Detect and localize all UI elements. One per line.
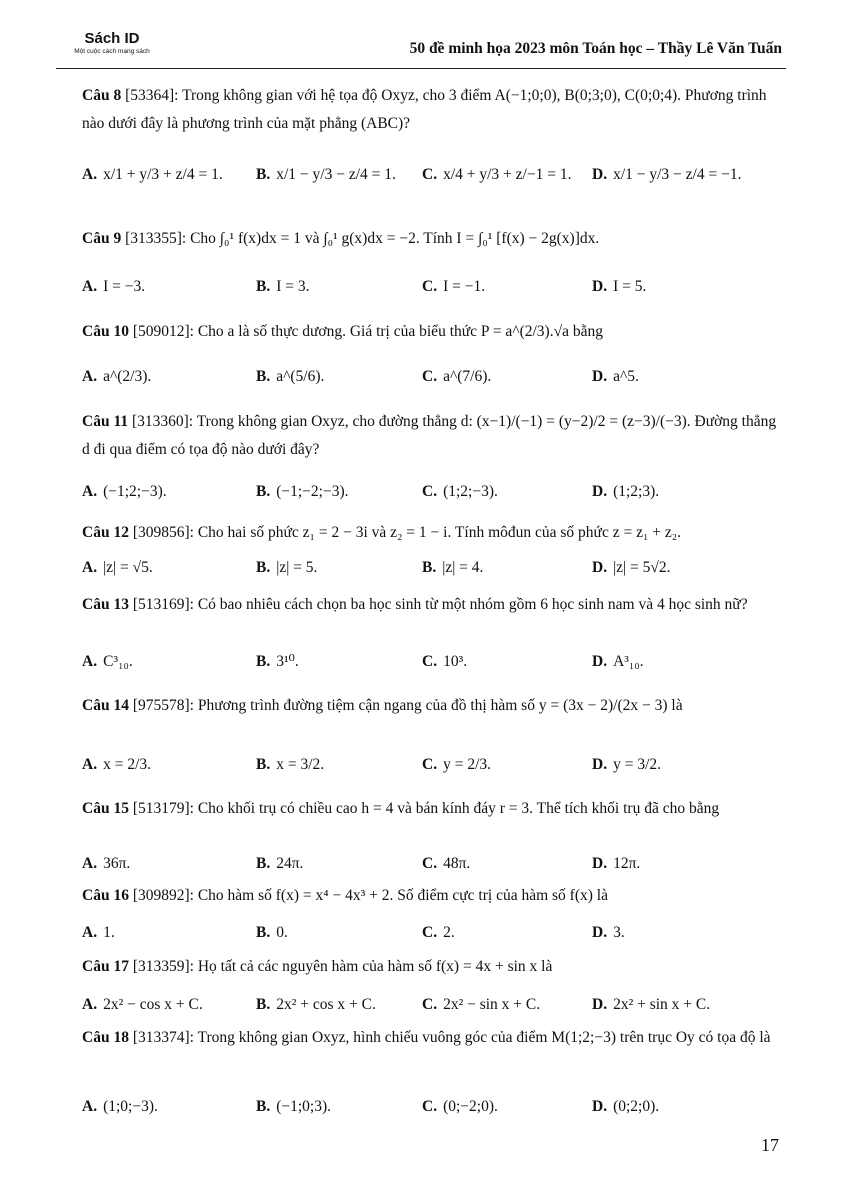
page-header: [56, 28, 786, 69]
options-q17: [82, 990, 782, 1020]
option-d: D. 12π.: [592, 855, 641, 872]
option-c: C. I = −1.: [422, 278, 486, 295]
option-a: A. I = −3.: [82, 278, 146, 295]
question-label: Câu 18: [82, 1029, 129, 1046]
option-b: B. a^(5/6).: [256, 368, 325, 385]
option-b: B. x = 3/2.: [256, 756, 325, 773]
question-17: [82, 953, 782, 981]
option-a: A. x/1 + y/3 + z/4 = 1.: [82, 166, 223, 183]
brand-logo: [62, 30, 162, 55]
question-code: [309856]:: [132, 524, 194, 541]
options-q8: [82, 160, 782, 190]
option-b: B. 24π.: [256, 855, 304, 872]
option-b: B. 3¹⁰.: [256, 653, 299, 670]
question-code: [509012]:: [132, 323, 194, 340]
question-text: Trong không gian Oxyz, hình chiếu vuông góc của điểm M(1;2;−3) trên trục Oy có tọa độ là: [197, 1029, 771, 1046]
option-a: A. |z| = √5.: [82, 559, 153, 576]
question-code: [513179]:: [132, 800, 194, 817]
question-14: [82, 692, 782, 720]
option-c: C. 2x² − sin x + C.: [422, 996, 541, 1013]
option-a: A. 36π.: [82, 855, 131, 872]
options-q15: [82, 849, 782, 879]
option-d: D. A³₁₀.: [592, 653, 644, 670]
option-b: B. |z| = 5.: [256, 559, 318, 576]
question-15: [82, 795, 782, 823]
question-9: [82, 225, 782, 253]
option-d: D. y = 3/2.: [592, 756, 662, 773]
option-d: D. |z| = 5√2.: [592, 559, 671, 576]
question-text: Cho a là số thực dương. Giá trị của biểu thức P = a^(2/3).√a bằng: [197, 323, 603, 340]
option-b: B. I = 3.: [256, 278, 310, 295]
question-label: Câu 14: [82, 697, 129, 714]
brand-tagline: Một cuộc cách mạng sách: [74, 48, 150, 55]
option-c: C. 2.: [422, 924, 455, 941]
question-label: Câu 16: [82, 887, 129, 904]
option-d: D. I = 5.: [592, 278, 647, 295]
question-text: Họ tất cả các nguyên hàm của hàm số f(x) = 4x + sin x là: [197, 958, 553, 975]
option-d: D. 3.: [592, 924, 625, 941]
question-code: [975578]:: [132, 697, 194, 714]
option-c: C. a^(7/6).: [422, 368, 492, 385]
option-b: B. (−1;−2;−3).: [256, 483, 349, 500]
question-16: [82, 882, 782, 910]
question-text: Cho ∫₀¹ f(x)dx = 1 và ∫₀¹ g(x)dx = −2. Tính I = ∫₀¹ [f(x) − 2g(x)]dx.: [190, 230, 600, 247]
question-text: Cho hai số phức z₁ = 2 − 3i và z₂ = 1 − i. Tính môđun của số phức z = z₁ + z₂.: [197, 524, 682, 541]
option-c: C. x/4 + y/3 + z/−1 = 1.: [422, 166, 572, 183]
brand-name: Sách ID: [84, 30, 140, 47]
option-b: B. 2x² + cos x + C.: [256, 996, 376, 1013]
question-code: [313374]:: [132, 1029, 194, 1046]
document-title: 50 đề minh họa 2023 môn Toán học – Thầy Lê Văn Tuấn: [409, 40, 782, 57]
question-18: [82, 1024, 782, 1052]
question-label: Câu 15: [82, 800, 129, 817]
option-a: A. (1;0;−3).: [82, 1098, 158, 1115]
question-code: [513169]:: [132, 596, 194, 613]
question-code: [313355]:: [125, 230, 187, 247]
option-c: C. 48π.: [422, 855, 471, 872]
question-8: [82, 82, 782, 138]
options-q16: [82, 918, 782, 948]
question-code: [313360]:: [131, 413, 194, 430]
options-q18: [82, 1092, 782, 1122]
question-label: Câu 11: [82, 413, 129, 430]
options-q10: [82, 362, 782, 392]
option-d: D. 2x² + sin x + C.: [592, 996, 711, 1013]
option-a: A. 2x² − cos x + C.: [82, 996, 203, 1013]
option-b: B. 0.: [256, 924, 288, 941]
question-label: Câu 12: [82, 524, 129, 541]
option-d: D. a^5.: [592, 368, 639, 385]
option-c: C. (0;−2;0).: [422, 1098, 498, 1115]
option-a: A. a^(2/3).: [82, 368, 152, 385]
option-d: D. (1;2;3).: [592, 483, 660, 500]
question-label: Câu 9: [82, 230, 122, 247]
question-text: Cho hàm số f(x) = x⁴ − 4x³ + 2. Số điểm cực trị của hàm số f(x) là: [197, 887, 608, 904]
question-13: [82, 591, 782, 619]
question-code: [53364]:: [125, 87, 179, 104]
option-c: C. 10³.: [422, 653, 468, 670]
option-a: A. 1.: [82, 924, 115, 941]
option-c: C. y = 2/3.: [422, 756, 492, 773]
options-q14: [82, 750, 782, 780]
option-a: A. C³₁₀.: [82, 653, 133, 670]
question-text: Có bao nhiêu cách chọn ba học sinh từ một nhóm gồm 6 học sinh nam và 4 học sinh nữ?: [197, 596, 748, 613]
question-label: Câu 17: [82, 958, 129, 975]
option-c: B. |z| = 4.: [422, 559, 484, 576]
question-text: Cho khối trụ có chiều cao h = 4 và bán kính đáy r = 3. Thể tích khối trụ đã cho bằng: [197, 800, 720, 817]
page-number: 17: [761, 1135, 779, 1155]
options-q9: [82, 272, 782, 302]
options-q12: [82, 553, 782, 583]
question-10: [82, 318, 782, 346]
question-12: [82, 519, 782, 547]
option-b: B. x/1 − y/3 − z/4 = 1.: [256, 166, 396, 183]
options-q13: [82, 647, 782, 677]
question-label: Câu 8: [82, 87, 122, 104]
option-c: C. (1;2;−3).: [422, 483, 498, 500]
option-d: D. (0;2;0).: [592, 1098, 660, 1115]
question-11: [82, 408, 782, 464]
question-text: Trong không gian Oxyz, cho đường thẳng d: (x−1)/(−1) = (y−2)/2 = (z−3)/(−3). Đường thẳng d đi qua điểm có tọa độ nào dưới đây?: [82, 413, 777, 458]
question-code: [313359]:: [132, 958, 194, 975]
option-d: D. x/1 − y/3 − z/4 = −1.: [592, 166, 742, 183]
option-b: B. (−1;0;3).: [256, 1098, 332, 1115]
option-a: A. x = 2/3.: [82, 756, 152, 773]
question-label: Câu 13: [82, 596, 129, 613]
question-text: Phương trình đường tiệm cận ngang của đồ thị hàm số y = (3x − 2)/(2x − 3) là: [197, 697, 683, 714]
question-text: Trong không gian với hệ tọa độ Oxyz, cho 3 điểm A(−1;0;0), B(0;3;0), C(0;0;4). Phương trình nào dưới đây là phương trình của mặt phẳng (ABC)?: [82, 87, 767, 132]
option-a: A. (−1;2;−3).: [82, 483, 167, 500]
options-q11: [82, 477, 782, 507]
question-label: Câu 10: [82, 323, 129, 340]
question-code: [309892]:: [132, 887, 194, 904]
